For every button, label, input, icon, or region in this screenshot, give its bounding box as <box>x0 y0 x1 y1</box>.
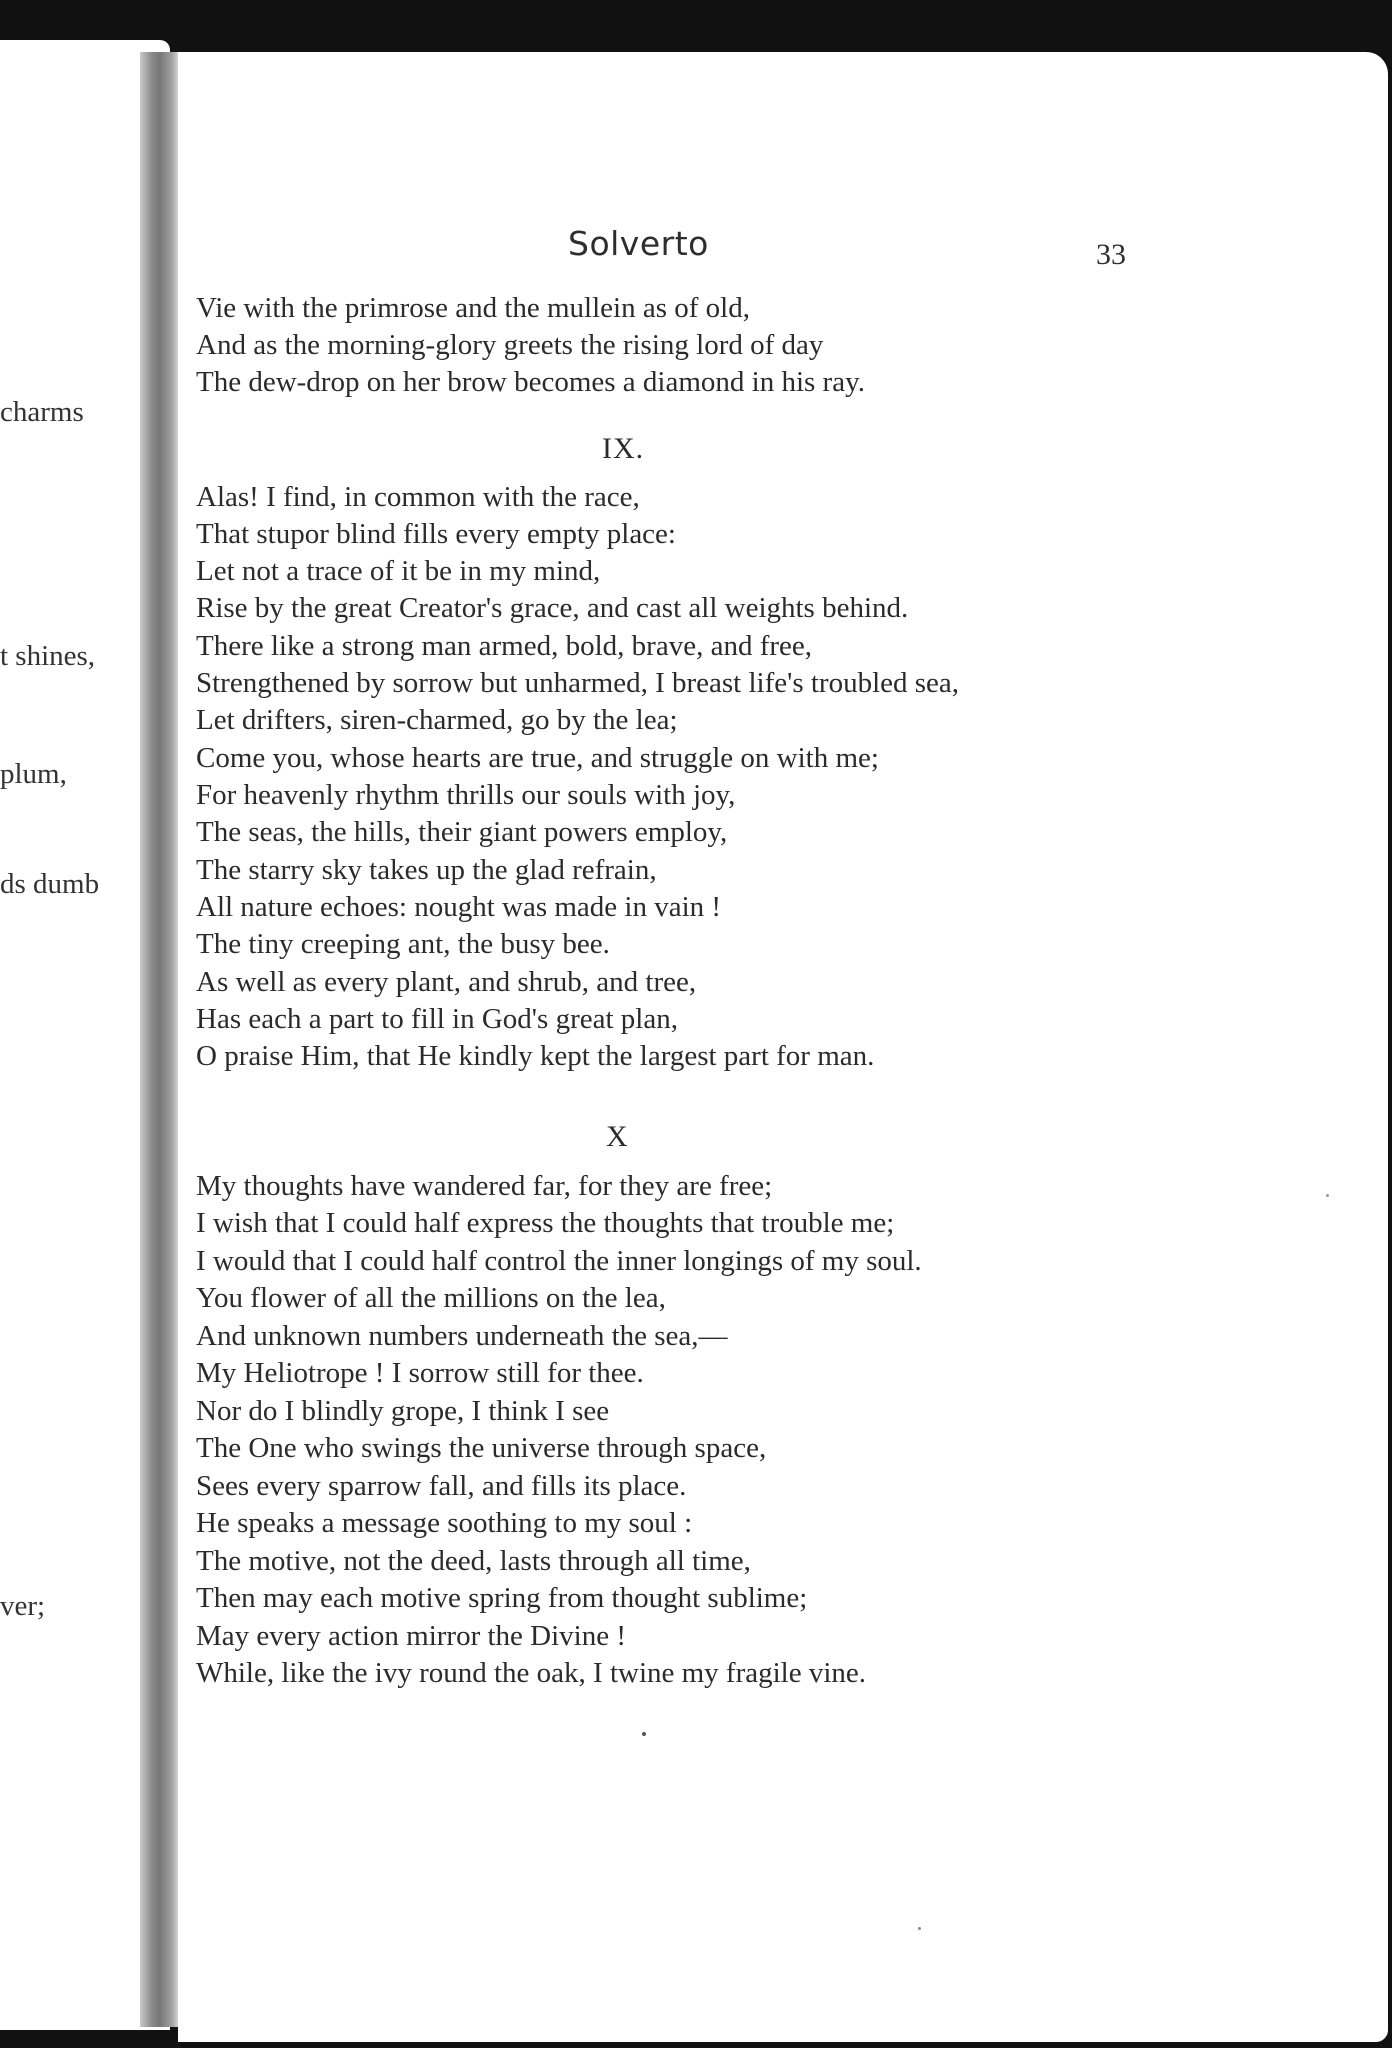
paper-speck <box>1326 1194 1329 1197</box>
paper-speck <box>642 1732 646 1736</box>
poem-line: Strengthened by sorrow but unharmed, I breast life's troubled sea, <box>196 667 960 699</box>
poem-line: He speaks a message soothing to my soul : <box>196 1507 693 1539</box>
poem-line: And as the morning-glory greets the rising lord of day <box>196 329 824 361</box>
poem-line: For heavenly rhythm thrills our souls with joy, <box>196 779 736 811</box>
poem-line: And unknown numbers underneath the sea,— <box>196 1320 728 1352</box>
poem-line: There like a strong man armed, bold, brave, and free, <box>196 630 812 662</box>
section-heading-ix: IX. <box>602 432 645 465</box>
right-page <box>178 52 1388 2042</box>
poem-line: The dew-drop on her brow becomes a diamond in his ray. <box>196 366 865 398</box>
poem-line: Alas! I find, in common with the race, <box>196 481 640 513</box>
left-page-fragment: charms <box>0 396 84 428</box>
poem-line: Nor do I blindly grope, I think I see <box>196 1395 610 1427</box>
left-page-fragment: t shines, <box>0 640 96 672</box>
poem-line: The tiny creeping ant, the busy bee. <box>196 928 610 960</box>
poem-line: While, like the ivy round the oak, I twine my fragile vine. <box>196 1657 867 1689</box>
poem-line: Has each a part to fill in God's great plan, <box>196 1003 678 1035</box>
poem-line: You flower of all the millions on the lea, <box>196 1282 666 1314</box>
poem-line: That stupor blind fills every empty place: <box>196 518 676 550</box>
poem-line: Vie with the primrose and the mullein as of old, <box>196 292 750 324</box>
poem-line: Sees every sparrow fall, and fills its place. <box>196 1470 687 1502</box>
poem-line: My thoughts have wandered far, for they are free; <box>196 1170 773 1202</box>
poem-line: Come you, whose hearts are true, and struggle on with me; <box>196 742 879 774</box>
poem-line: I wish that I could half express the thoughts that trouble me; <box>196 1207 895 1239</box>
poem-line: The motive, not the deed, lasts through all time, <box>196 1545 751 1577</box>
poem-line: Let drifters, siren-charmed, go by the lea; <box>196 704 678 736</box>
page-number: 33 <box>1096 238 1126 271</box>
paper-speck <box>918 1927 921 1930</box>
poem-line: Let not a trace of it be in my mind, <box>196 555 601 587</box>
poem-line: All nature echoes: nought was made in vain ! <box>196 891 722 923</box>
poem-line: Rise by the great Creator's grace, and cast all weights behind. <box>196 592 909 624</box>
poem-line: As well as every plant, and shrub, and tree, <box>196 966 697 998</box>
poem-line: The starry sky takes up the glad refrain, <box>196 854 657 886</box>
poem-line: I would that I could half control the inner longings of my soul. <box>196 1245 922 1277</box>
left-page-fragment: ver; <box>0 1590 46 1622</box>
poem-line: My Heliotrope ! I sorrow still for thee. <box>196 1357 644 1389</box>
poem-line: O praise Him, that He kindly kept the largest part for man. <box>196 1040 875 1072</box>
left-page-fragment: plum, <box>0 758 67 790</box>
poem-line: The One who swings the universe through space, <box>196 1432 767 1464</box>
poem-line: May every action mirror the Divine ! <box>196 1620 627 1652</box>
poem-line: The seas, the hills, their giant powers employ, <box>196 816 728 848</box>
left-page-fragment: ds dumb <box>0 868 100 900</box>
section-heading-x: X <box>606 1120 629 1153</box>
poem-line: Then may each motive spring from thought sublime; <box>196 1582 808 1614</box>
book-gutter <box>140 52 180 2027</box>
running-title: Solverto <box>568 224 709 263</box>
